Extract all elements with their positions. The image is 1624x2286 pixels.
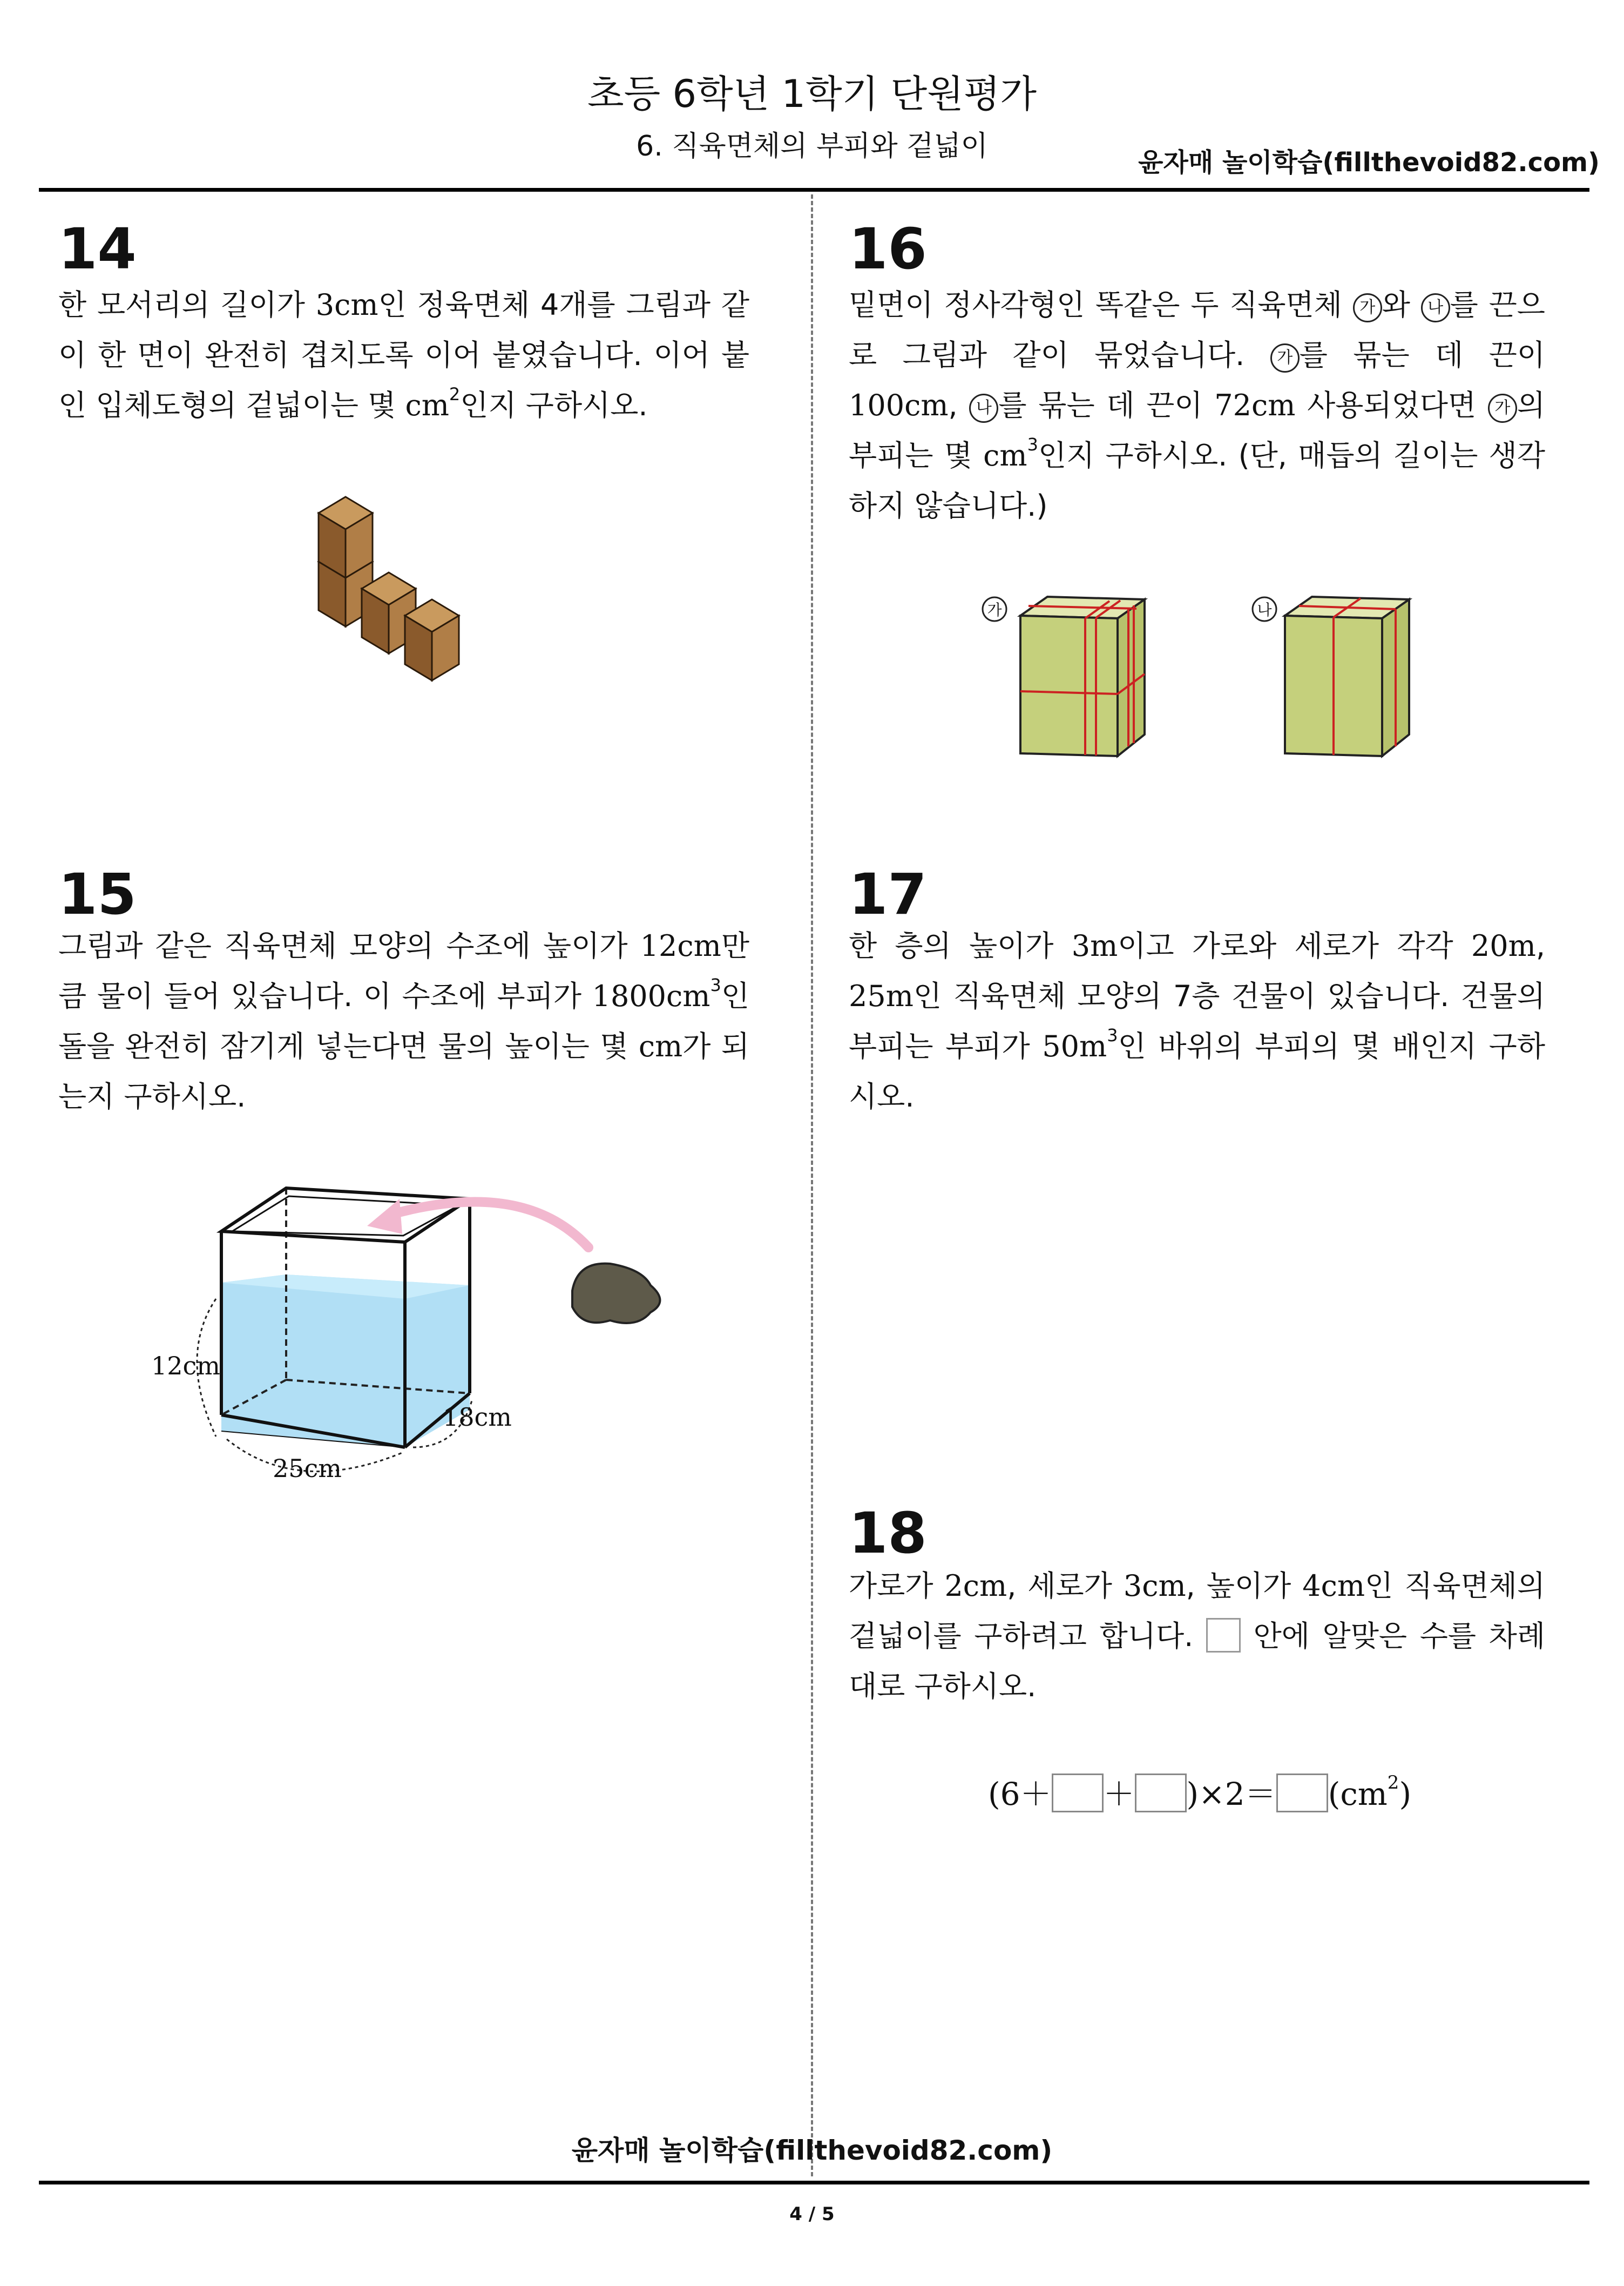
question-17-number: 17: [849, 861, 927, 927]
question-17-text: 한 층의 높이가 3m이고 가로와 세로가 각각 20m, 25m인 직육면체 모양의 7층 건물이 있습니다. 건물의 부피는 부피가 $50m^3$인 바위의 부피의 몇 배인지 구하시오.: [849, 929, 1545, 1114]
question-15-number: 15: [58, 861, 137, 927]
q16-label-b: 나: [1257, 601, 1272, 619]
box-b: [1285, 597, 1409, 756]
formula-blank-2[interactable]: [1135, 1773, 1187, 1812]
question-16-text: 밑면이 정사각형인 똑같은 두 직육면체 가 와 나 를 끈으로 그림과 같이 묶었습니다. 가 를 묶는 데 끈이 100cm, 나 를 묶는 데 끈이 72cm 사용되었다면 가 의 부피는 몇 $cm^3$인지 구하시오. (단, 매듭의 길이는 생각하지 않습니다.): [849, 288, 1545, 523]
q15-width-label: 25cm: [273, 1454, 342, 1483]
question-15-text: 그림과 같은 직육면체 모양의 수조에 높이가 12cm만큼 물이 들어 있습니다. 이 수조에 부피가 $1800cm^3$인 돌을 완전히 잠기게 넣는다면 물의 높이는 몇 cm가 되는지 구하시오.: [58, 929, 750, 1114]
question-14-text: 한 모서리의 길이가 3cm인 정육면체 4개를 그림과 같이 한 면이 완전히 겹치도록 이어 붙였습니다. 이어 붙인 입체도형의 겉넓이는 몇 $cm^2$인지 구하시오.: [58, 288, 749, 422]
header-rule: [39, 188, 1589, 192]
answer-box-icon: [1206, 1618, 1241, 1653]
formula-blank-1[interactable]: [1052, 1773, 1104, 1812]
page-subtitle: 6. 직육면체의 부피와 겉넓이: [636, 130, 988, 163]
question-14-number: 14: [58, 216, 137, 282]
page-title: 초등 6학년 1학기 단원평가: [587, 72, 1037, 116]
question-16-number: 16: [849, 216, 927, 282]
q15-depth-label: 18cm: [443, 1402, 512, 1432]
q15-tank-figure: [135, 1166, 675, 1501]
page-number: 4 / 5: [789, 2203, 835, 2225]
brand-header: 윤자매 놀이학습(fillthevoid82.com): [1138, 147, 1600, 178]
stone-icon: [572, 1264, 660, 1323]
brand-footer: 윤자매 놀이학습(fillthevoid82.com): [571, 2135, 1053, 2166]
box-a: [1020, 597, 1145, 756]
q16-boxes-figure: [972, 583, 1458, 767]
column-divider: [811, 194, 813, 2176]
q14-cubes-figure: [308, 486, 508, 724]
footer-rule: [39, 2181, 1589, 2184]
question-18-text: 가로가 2cm, 세로가 3cm, 높이가 4cm인 직육면체의 겉넓이를 구하려고 합니다. 안에 알맞은 수를 차례대로 구하시오.: [849, 1569, 1545, 1703]
question-18-number: 18: [849, 1500, 927, 1566]
q18-formula: $(6+ + )\times 2= (cm^2)$: [988, 1772, 1412, 1812]
formula-blank-3[interactable]: [1276, 1773, 1328, 1812]
q16-label-a: 가: [987, 601, 1002, 619]
q15-height-label: 12cm: [151, 1351, 220, 1380]
